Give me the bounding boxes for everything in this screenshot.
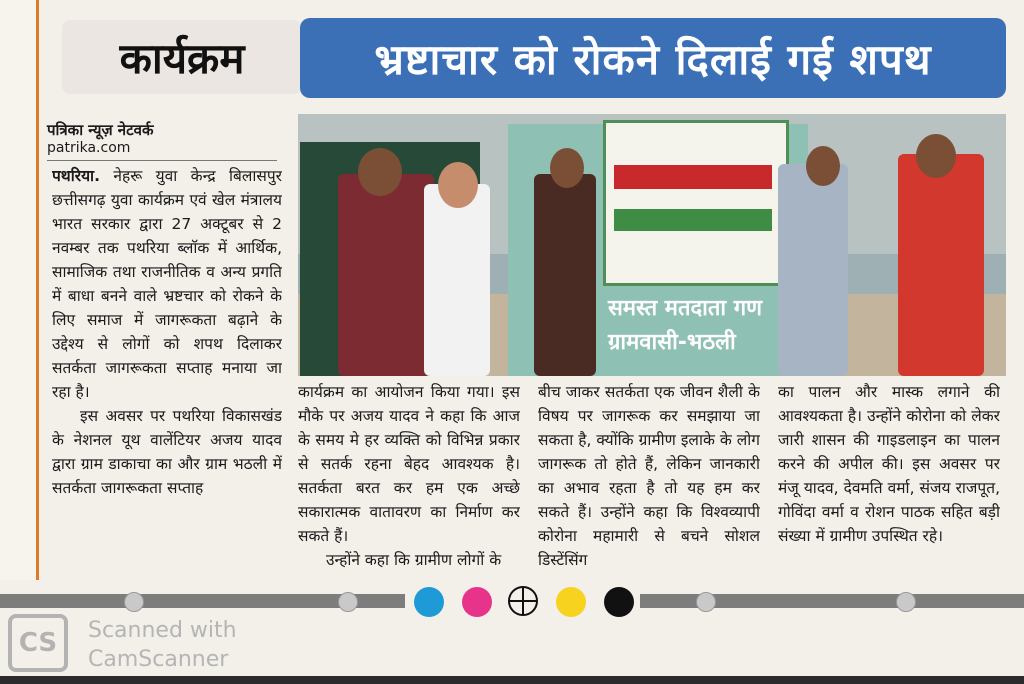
registration-dot [696, 592, 716, 612]
registration-dot [896, 592, 916, 612]
article-column-4 [778, 380, 1000, 575]
article-paragraph-2: इस अवसर पर पथरिया विकासखंड के नेशनल यूथ वालेंटियर अजय यादव द्वारा ग्राम डाकाचा का और ग्राम भठली में सतर्कता जागरूकता सप्ताह [52, 407, 282, 497]
dateline: पथरिया. [52, 167, 100, 185]
person-2 [424, 184, 490, 376]
board-green-band [614, 209, 772, 231]
wall-text-line-2: ग्रामवासी-भठली [608, 330, 736, 355]
cyan-color-dot [414, 587, 444, 617]
article-paragraph-1: नेहरू युवा केन्द्र बिलासपुर छत्तीसगढ़ युवा कार्यक्रम एवं खेल मंत्रालय भारत सरकार द्वारा 27 अक्टूबर से 2 नवम्बर तक पथरिया ब्लॉक में आर्थिक, सामाजिक तथा राजनीतिक व अन्य प्रगति में बाधा बनने वाले भ्रष्टचार को रोकने के लिए समाज में जागरूकता बढ़ाने के उद्देश्य से लोगों को शपथ दिलाकर सतर्कता जागरूकता सप्ताह मनाया जा रहा है। [52, 167, 282, 401]
news-photo [298, 114, 1006, 376]
person-3-head [550, 148, 584, 188]
person-5 [898, 154, 984, 376]
black-color-dot [604, 587, 634, 617]
article-column-1 [52, 164, 282, 574]
byline-site: patrika.com [47, 140, 131, 156]
person-2-head [438, 162, 478, 208]
yellow-color-dot [556, 587, 586, 617]
scan-edge [0, 676, 1024, 684]
section-label: कार्यक्रम [62, 20, 302, 94]
article-column-3 [538, 380, 760, 575]
byline [47, 120, 277, 161]
person-5-head [916, 134, 956, 178]
person-3 [534, 174, 596, 376]
article-paragraph-6: का पालन और मास्क लगाने की आवश्यकता है। उन्होंने कोरोना को लेकर जारी शासन की गाइडलाइन का पालन करने की अपील की। इस अवसर पर मंजू यादव, देवमति वर्मा, संजय राजपूत, गोविंदा वर्मा व रोशन पाठक सहित बड़ी संख्या में ग्रामीण उपस्थित रहे। [778, 383, 1000, 545]
person-4-head [806, 146, 840, 186]
headline-banner: भ्रष्टाचार को रोकने दिलाई गई शपथ [300, 18, 1006, 98]
watermark-text [88, 616, 237, 674]
article-paragraph-4: उन्होंने कहा कि ग्रामीण लोगों के [326, 551, 502, 569]
wall-text-line-1: समस्त मतदाता गण [608, 296, 763, 321]
registration-crosshair-icon [508, 586, 538, 616]
article-column-2 [298, 380, 520, 575]
photo-banner-board [603, 120, 789, 286]
article-paragraph-5: बीच जाकर सतर्कता एक जीवन शैली के विषय पर जागरूक कर समझाया जा सकता है, क्योंकि ग्रामीण इलाके के लोग जागरूक तो होते हैं, लेकिन जानकारी का अभाव रहता है तो यह हम कर सकते हैं। उन्होंने कहा कि विश्वव्यापी कोरोना महामारी से बचने सोशल डिस्टेंसिंग [538, 383, 760, 569]
watermark-line-1: Scanned with [88, 618, 237, 643]
camscanner-logo-icon: CS [8, 614, 68, 672]
person-1 [338, 174, 434, 376]
registration-dot [124, 592, 144, 612]
registration-dot [338, 592, 358, 612]
adjacent-page-strip-right [1008, 250, 1024, 570]
person-4 [778, 164, 848, 376]
camscanner-watermark [8, 612, 308, 678]
adjacent-page-strip-left [0, 0, 39, 580]
byline-agency: पत्रिका न्यूज़ नेटवर्क [47, 121, 154, 139]
article-paragraph-3: कार्यक्रम का आयोजन किया गया। इस मौके पर अजय यादव ने कहा कि आज के समय मे हर व्यक्ति को विभिन्न प्रकार से सतर्क रहना बेहद आवश्यक है। सतर्कता बरत कर हम एक अच्छे सकारात्मक वातावरण का निर्माण कर सकते हैं। [298, 383, 520, 545]
person-1-head [358, 148, 402, 196]
watermark-line-2: CamScanner [88, 647, 229, 672]
magenta-color-dot [462, 587, 492, 617]
board-header-stripe [614, 165, 772, 189]
